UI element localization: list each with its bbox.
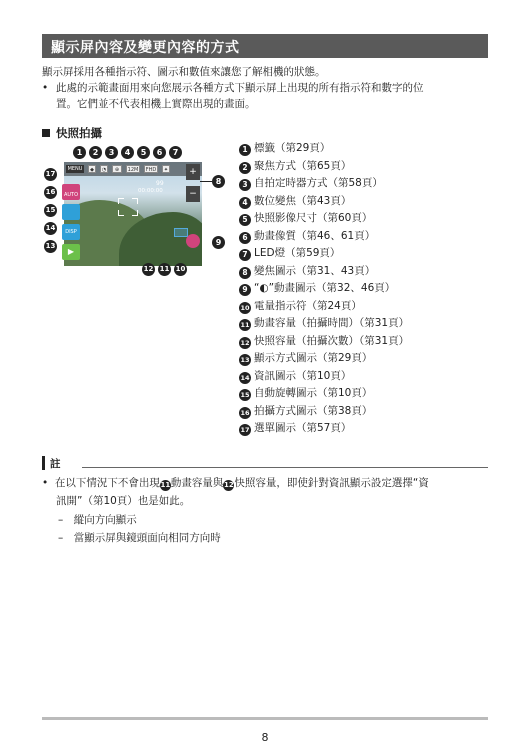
camera-screen-illustration [64,162,202,266]
legend-item: 6 動畫像質（第46、61頁） [239,228,375,244]
callout-11: 11 [158,263,171,276]
legend-item: 14 資訊圖示（第10頁） [240,369,352,382]
callout-5: 5 [137,146,150,159]
legend-item: 3 自拍定時器方式（第58頁） [239,175,383,191]
focus-mode-icon: ◆ [88,165,96,173]
bullet-line-2: 置。它們並不代表相機上實際出現的畫面。 [56,98,256,110]
focus-frame [118,198,138,216]
legend-item: 10 電量指示符（第24頁） [240,299,362,312]
auto-rotate-icon [62,204,80,220]
info-icon: DISP [62,224,80,240]
legend-item: 1 標籤（第29頁） [239,140,330,156]
callout-8: 8 [212,175,225,188]
page-number: 8 [261,731,269,744]
callout-4: 4 [121,146,134,159]
bullet-line-1: 此處的示範畫面用來向您展示各種方式下顯示屏上出現的所有指示符和數字的位 [56,82,424,94]
digital-zoom-icon: ⊕ [112,165,122,173]
legend-item: 4 數位變焦（第43頁） [239,193,351,209]
movie-time-remaining: 00:00:00 [138,188,163,194]
movie-record-icon [186,234,200,248]
leader-line [200,181,212,182]
callout-14: 14 [44,222,57,235]
callout-10: 10 [174,263,187,276]
led-light-icon: ✦ [163,167,169,173]
footer-divider [42,717,488,720]
callout-13: 13 [44,240,57,253]
note-line-1: • 在以下情況下不會出現11動畫容量與12快照容量，即使針對資訊顯示設定選擇“資 [42,477,429,489]
callout-12: 12 [142,263,155,276]
callout-9: 9 [212,236,225,249]
zoom-plus-icon: + [186,164,200,180]
callout-17: 17 [44,168,57,181]
callout-12-inline: 12 [224,481,234,489]
zoom-minus-icon: − [186,186,200,202]
menu-icon: MENU [67,166,83,172]
page-title: 顯示屏內容及變更內容的方式 [51,40,240,56]
legend-item: 17 選單圖示（第57頁） [240,422,352,434]
shots-remaining: 99 [156,180,164,187]
callout-16: 16 [44,186,57,199]
battery-icon [174,228,188,237]
self-timer-icon: ◔ [101,167,107,173]
section-heading: 快照拍攝 [42,125,102,141]
legend-item: 7 LED燈（第59頁） [239,245,340,261]
play-icon: ▶ [62,244,80,260]
note-bar-icon [42,456,45,470]
callout-3: 3 [105,146,118,159]
legend-item: 13 顯示方式圖示（第29頁） [240,352,373,364]
legend-item: 11 動畫容量（拍攝時間）（第31頁） [240,317,410,329]
movie-quality-icon: FHD [145,167,157,173]
legend-item: 15 自動旋轉圖示（第10頁） [240,387,373,399]
callout-2: 2 [89,146,102,159]
legend-item: 9 “◐”動畫圖示（第32、46頁） [239,280,395,296]
intro-text: 顯示屏採用各種指示符、圖示和數值來讓您了解相機的狀態。 [42,66,326,78]
legend-item: 8 變焦圖示（第31、43頁） [239,263,375,279]
note-divider [82,467,488,468]
note-dash-1: – 縱向方向顯示 [58,514,137,526]
legend-item: 2 聚焦方式（第65頁） [239,158,351,174]
note-line-2: 訊開”（第10頁）也是如此。 [56,495,191,507]
legend-item: 5 快照影像尺寸（第60頁） [239,210,372,226]
callout-7: 7 [169,146,182,159]
note-dash-2: – 當顯示屏與鏡頭面向相同方向時 [58,532,221,544]
shooting-mode-icon: AUTO [62,184,80,200]
note-heading: 註 [42,456,61,471]
square-bullet-icon [42,129,50,137]
legend-item: 12 快照容量（拍攝次數）（第31頁） [240,334,410,347]
callout-11-inline: 11 [160,481,171,489]
callout-15: 15 [44,204,57,217]
image-size-icon: 12M [127,167,139,173]
legend-item: 16 拍攝方式圖示（第38頁） [240,404,373,417]
callout-1: 1 [73,146,86,159]
title-bar [42,34,488,58]
callout-6: 6 [153,146,166,159]
